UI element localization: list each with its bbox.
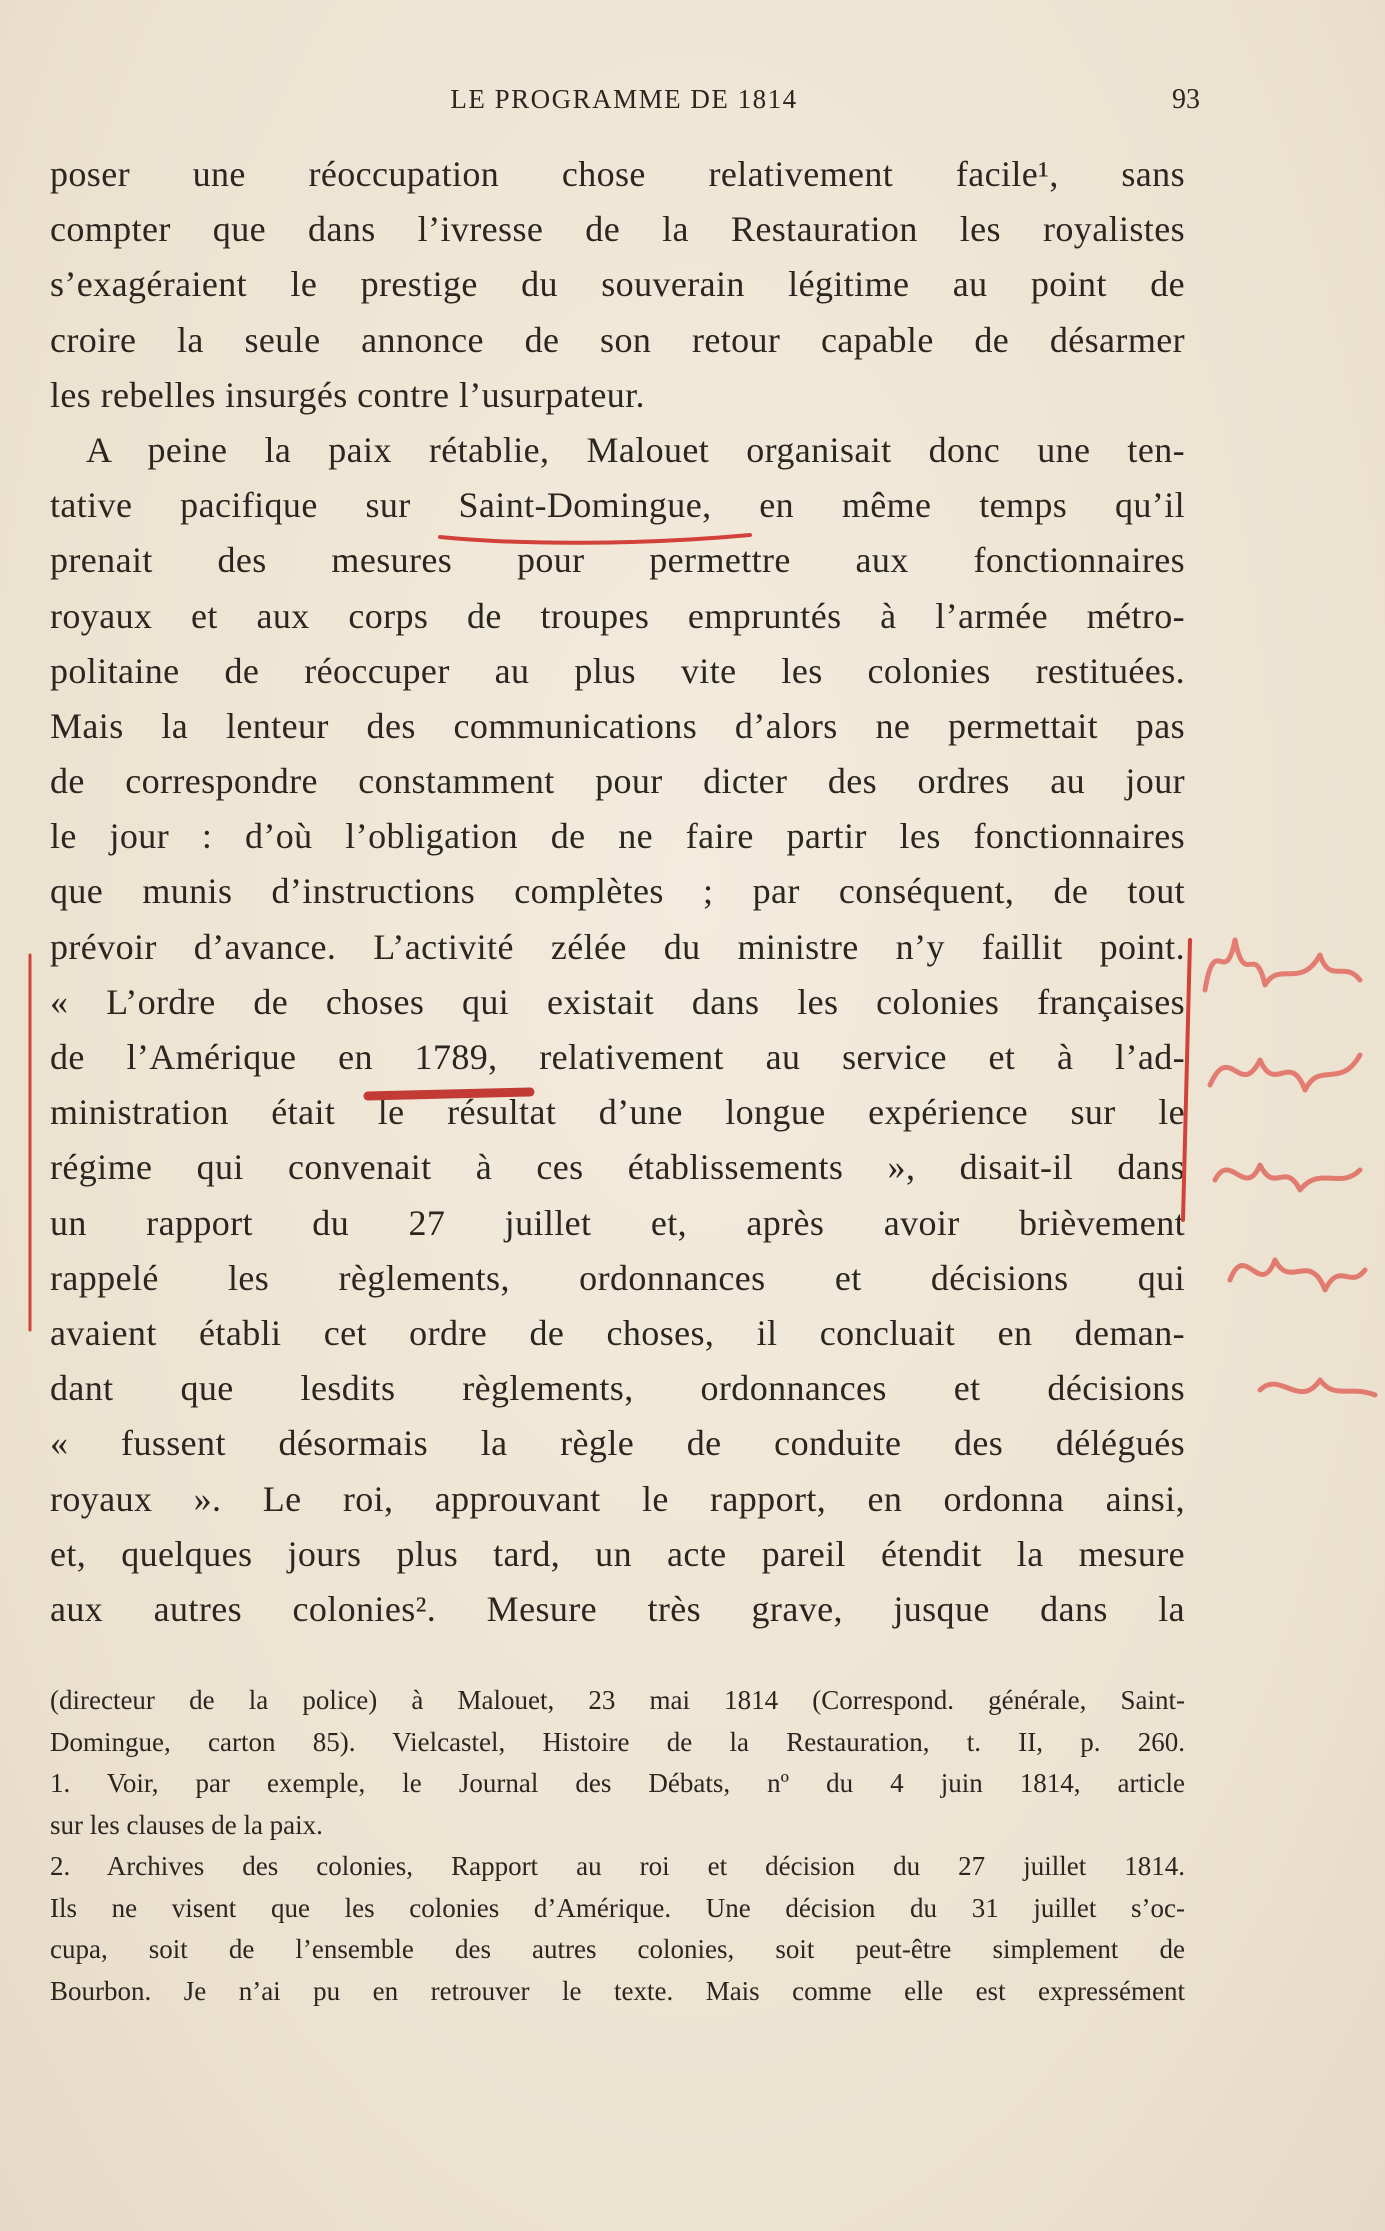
text-line: dant que lesdits règlements, ordonnances et décisions <box>50 1368 1185 1409</box>
footnote-line: Domingue, carton 85). Vielcastel, Histoire de la Restauration, t. II, p. 260. <box>50 1726 1185 1757</box>
text-line: tative pacifique sur Saint-Domingue, en même temps qu’il <box>50 485 1185 526</box>
running-title: LE PROGRAMME DE 1814 <box>450 84 798 114</box>
text-line: prenait des mesures pour permettre aux fonctionnaires <box>50 540 1185 581</box>
text-line: ministration était le résultat d’une longue expérience sur le <box>50 1092 1185 1133</box>
text-line: de l’Amérique en 1789, relativement au service et à l’ad- <box>50 1037 1185 1077</box>
text-line: croire la seule annonce de son retour capable de désarmer <box>50 319 1185 360</box>
text-line: un rapport du 27 juillet et, après avoir brièvement <box>50 1202 1185 1243</box>
text-line: et, quelques jours plus tard, un acte pareil étendit la mesure <box>50 1533 1185 1574</box>
footnotes <box>50 1680 1185 2012</box>
footnote-line: 2. Archives des colonies, Rapport au roi et décision du 27 juillet 1814. <box>50 1851 1185 1881</box>
footnote-line: sur les clauses de la paix. <box>50 1809 323 1840</box>
page-number: 93 <box>1172 84 1200 115</box>
text-line: que munis d’instructions complètes ; par conséquent, de tout <box>50 871 1185 912</box>
footnote-line: 1. Voir, par exemple, le Journal des Débats, nº du 4 juin 1814, article <box>50 1768 1185 1798</box>
text-line: avaient établi cet ordre de choses, il concluait en deman- <box>50 1312 1185 1353</box>
footnote-line: Ils ne visent que les colonies d’Amérique. Une décision du 31 juillet s’oc- <box>50 1892 1185 1923</box>
text-line: les rebelles insurgés contre l’usurpateur. <box>50 374 645 415</box>
text-line: aux autres colonies². Mesure très grave, jusque dans la <box>50 1588 1185 1629</box>
text-line: politaine de réoccuper au plus vite les colonies restituées. <box>50 650 1185 691</box>
main-text <box>50 147 1185 1637</box>
text-line: royaux ». Le roi, approuvant le rapport, en ordonna ainsi, <box>50 1478 1185 1519</box>
text-line: royaux et aux corps de troupes empruntés à l’armée métro- <box>50 595 1185 636</box>
text-line: compter que dans l’ivresse de la Restauration les royalistes <box>50 209 1185 250</box>
footnote-line: Bourbon. Je n’ai pu en retrouver le texte. Mais comme elle est expressément <box>50 1975 1185 2006</box>
text-line: régime qui convenait à ces établissements », disait-il dans <box>50 1147 1185 1188</box>
margin-handwriting <box>1205 940 1375 1395</box>
text-line: s’exagéraient le prestige du souverain légitime au point de <box>50 264 1185 305</box>
text-line: rappelé les règlements, ordonnances et décisions qui <box>50 1257 1185 1298</box>
text-line: A peine la paix rétablie, Malouet organisait donc une ten- <box>86 429 1185 470</box>
text-line: « fussent désormais la règle de conduite des délégués <box>50 1423 1185 1464</box>
footnote-line: cupa, soit de l’ensemble des autres colonies, soit peut-être simplement de <box>50 1934 1185 1964</box>
text-line: de correspondre constamment pour dicter des ordres au jour <box>50 761 1185 802</box>
text-line: Mais la lenteur des communications d’alors ne permettait pas <box>50 705 1185 746</box>
footnote-line: (directeur de la police) à Malouet, 23 mai 1814 (Correspond. générale, Saint- <box>50 1685 1185 1715</box>
text-line: prévoir d’avance. L’activité zélée du ministre n’y faillit point. <box>50 926 1185 967</box>
text-line: « L’ordre de choses qui existait dans les colonies françaises <box>50 981 1185 1022</box>
page-header <box>48 84 1200 124</box>
text-line: poser une réoccupation chose relativement facile¹, sans <box>50 154 1185 194</box>
text-line: le jour : d’où l’obligation de ne faire partir les fonctionnaires <box>50 816 1185 857</box>
